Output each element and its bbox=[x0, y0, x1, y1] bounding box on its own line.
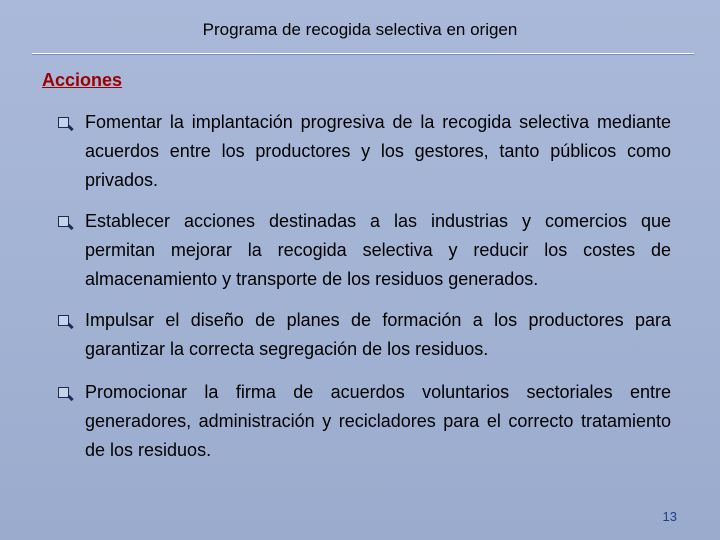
hollow-square-bullet-icon bbox=[58, 117, 69, 128]
bullet-item bbox=[57, 108, 671, 195]
bullet-item bbox=[57, 207, 671, 294]
bullet-text: Establecer acciones destinadas a las industrias y comercios que permitan mejorar la recogida selectiva y reducir los costes de almacenamiento y transporte de los residuos generados. bbox=[85, 211, 671, 289]
hollow-square-bullet-icon bbox=[58, 387, 69, 398]
bullet-item bbox=[57, 306, 671, 364]
slide-title: Programa de recogida selectiva en origen bbox=[202, 20, 518, 39]
page-number: 13 bbox=[662, 509, 677, 524]
title-divider bbox=[32, 53, 694, 55]
hollow-square-bullet-icon bbox=[58, 315, 69, 326]
bullet-list bbox=[57, 108, 671, 477]
bullet-text: Promocionar la firma de acuerdos voluntarios sectoriales entre generadores, administración y recicladores para el correcto tratamiento de los residuos. bbox=[85, 382, 671, 460]
section-heading: Acciones bbox=[42, 70, 123, 90]
bullet-item bbox=[57, 378, 671, 465]
bullet-text: Fomentar la implantación progresiva de la recogida selectiva mediante acuerdos entre los productores y los gestores, tanto públicos como privados. bbox=[85, 112, 671, 190]
bullet-text: Impulsar el diseño de planes de formación a los productores para garantizar la correcta segregación de los residuos. bbox=[85, 310, 671, 359]
hollow-square-bullet-icon bbox=[58, 216, 69, 227]
